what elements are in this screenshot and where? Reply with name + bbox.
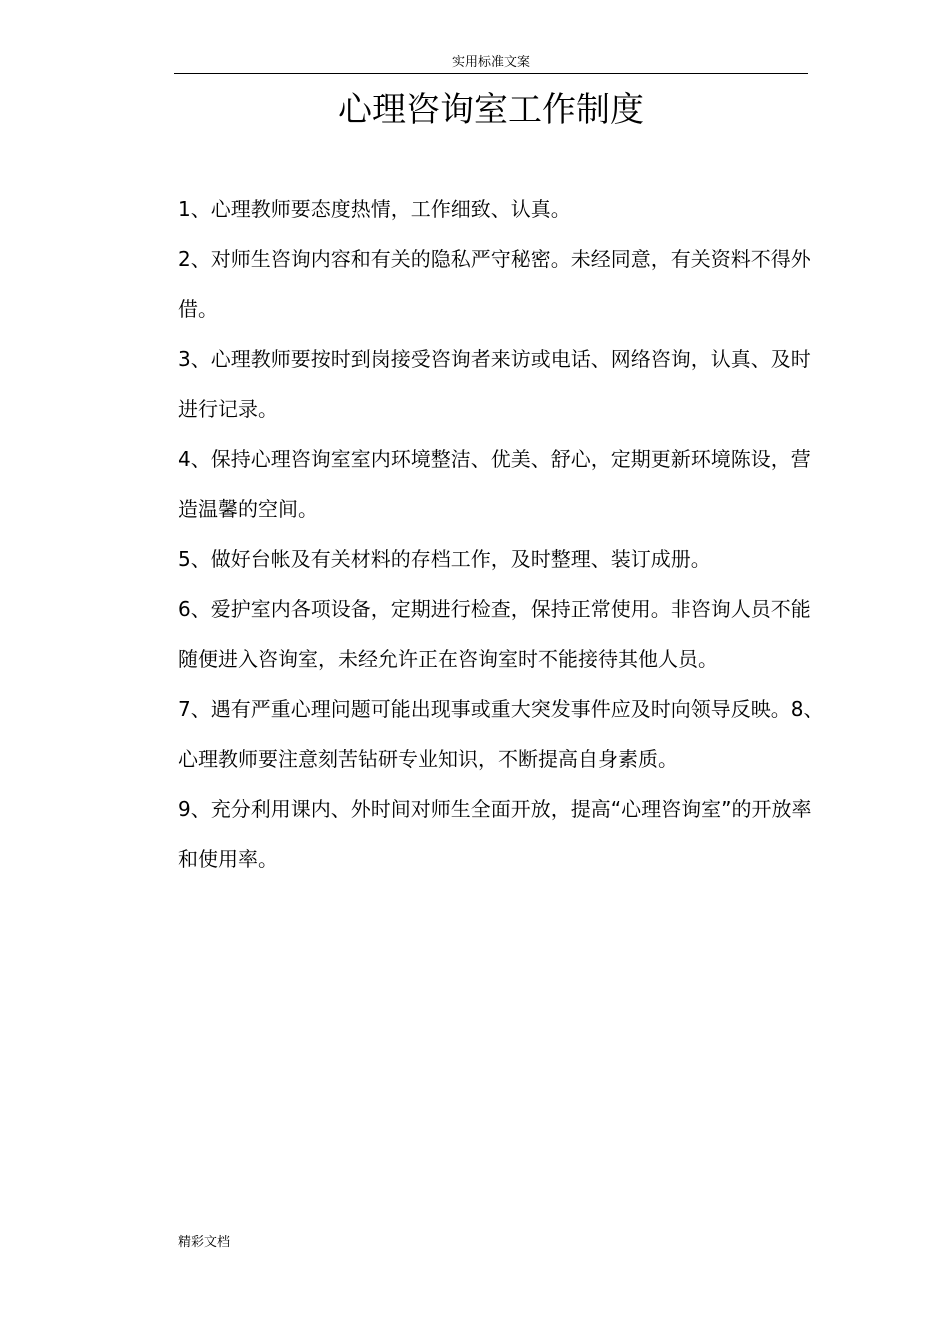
page-header (174, 55, 808, 74)
header-text: 实用标准文案 (451, 55, 530, 70)
paragraph-4: 4、保持心理咨询室室内环境整洁、优美、舒心，定期更新环境陈设，营造温馨的空间。 (178, 447, 811, 521)
document-body (178, 184, 826, 884)
footer-text: 精彩文档 (178, 1235, 231, 1250)
paragraph-6: 6、爱护室内各项设备，定期进行检查，保持正常使用。非咨询人员不能随便进入咨询室，未经允许正在咨询室时不能接待其他人员。 (178, 597, 811, 671)
paragraph-8: 9、充分利用课内、外时间对师生全面开放，提高“心理咨询室”的开放率和使用率。 (178, 797, 812, 871)
paragraph-5: 5、做好台帐及有关材料的存档工作，及时整理、装订成册。 (178, 547, 711, 571)
paragraph-3: 3、心理教师要按时到岗接受咨询者来访或电话、网络咨询，认真、及时进行记录。 (178, 347, 811, 421)
paragraph-2: 2、对师生咨询内容和有关的隐私严守秘密。未经同意，有关资料不得外借。 (178, 247, 811, 321)
page-footer (178, 1235, 230, 1251)
paragraph-1: 1、心理教师要态度热情，工作细致、认真。 (178, 197, 571, 221)
document-title: 心理咨询室工作制度 (338, 90, 644, 130)
paragraph-7: 7、遇有严重心理问题可能出现事或重大突发事件应及时向领导反映。8、心理教师要注意刻苦钻研专业知识，不断提高自身素质。 (178, 697, 824, 771)
